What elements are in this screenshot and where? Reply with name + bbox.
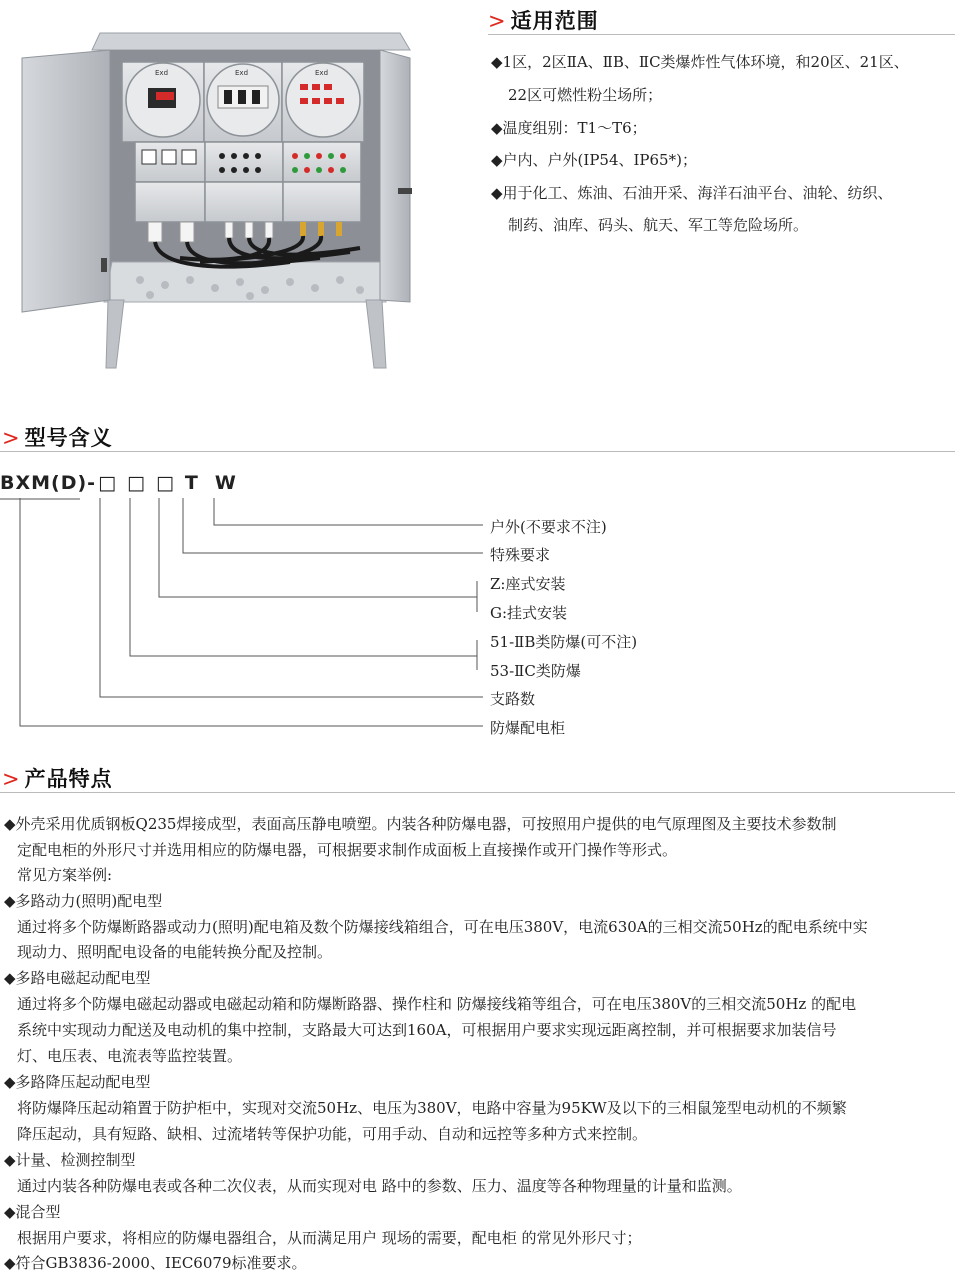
feature-line: 现动力、照明配电设备的电能转换分配及控制。 xyxy=(17,943,333,961)
chevron-right-icon: > xyxy=(488,9,507,33)
scope-line: ◆1区，2区ⅡA、ⅡB、ⅡC类爆炸性气体环境，和20区、21区、 xyxy=(491,53,909,71)
legend-item: 51-ⅡB类防爆(可不注) xyxy=(490,633,638,651)
feature-line: 系统中实现动力配送及电动机的集中控制，支路最大可达到160A，可根据用户要求实现远距离控制，并可根据要求加装信号 xyxy=(17,1021,837,1039)
exd-label: Exd xyxy=(155,69,169,77)
scope-title xyxy=(488,5,599,35)
feature-line: 常见方案举例: xyxy=(17,866,113,884)
divider xyxy=(488,34,955,35)
feature-line: 通过将多个防爆断路器或动力(照明)配电箱及数个防爆接线箱组合，可在电压380V，电流630A的三相交流50Hz的配电系统中实 xyxy=(17,918,868,936)
scope-line: ◆用于化工、炼油、石油开采、海洋石油平台、油轮、纺织、 xyxy=(491,184,893,202)
feature-line: ◆多路降压起动配电型 xyxy=(4,1073,151,1091)
feature-line: 将防爆降压起动箱置于防护柜中，实现对交流50Hz、电压为380V，电路中容量为95KW及以下的三相鼠笼型电动机的不频繁 xyxy=(17,1099,847,1117)
feature-line: 定配电柜的外形尺寸并选用相应的防爆电器，可根据要求制作成面板上直接操作或开门操作等形式。 xyxy=(17,841,678,859)
exd-label: Exd xyxy=(315,69,329,77)
model-code-t: T xyxy=(184,472,199,494)
cabinet-illustration xyxy=(0,0,420,380)
features-title-text: 产品特点 xyxy=(24,767,113,791)
model-code-box: □ xyxy=(98,472,118,494)
scope-line: ◆户内、户外(IP54、IP65*)； xyxy=(491,151,697,169)
feature-line: 灯、电压表、电流表等监控装置。 xyxy=(17,1047,243,1065)
scope-line: 22区可燃性粉尘场所； xyxy=(508,86,663,104)
divider xyxy=(0,792,955,793)
scope-line: ◆温度组别：T1～T6； xyxy=(491,119,647,137)
feature-line: ◆多路电磁起动配电型 xyxy=(4,969,151,987)
feature-line: ◆外壳采用优质钢板Q235焊接成型，表面高压静电喷塑。内装各种防爆电器，可按照用户提供的电气原理图及主要技术参数制 xyxy=(4,815,837,833)
chevron-right-icon: > xyxy=(2,767,21,791)
legend-item: 防爆配电柜 xyxy=(490,719,566,737)
product-photo xyxy=(0,0,420,380)
feature-line: ◆计量、检测控制型 xyxy=(4,1151,136,1169)
legend-item: 户外(不要求不注) xyxy=(490,518,607,536)
features-title xyxy=(2,763,113,793)
feature-line: 根据用户要求，将相应的防爆电器组合，从而满足用户 现场的需要，配电柜 的常见外形尺寸； xyxy=(17,1229,642,1247)
feature-line: 降压起动，具有短路、缺相、过流堵转等保护功能，可用手动、自动和远控等多种方式来控制。 xyxy=(17,1125,648,1143)
model-title-text: 型号含义 xyxy=(24,426,113,450)
feature-line: ◆符合GB3836-2000、IEC6079标准要求。 xyxy=(4,1254,307,1271)
feature-line: ◆多路动力(照明)配电型 xyxy=(4,892,163,910)
model-title xyxy=(2,422,113,452)
legend-item: G:挂式安装 xyxy=(490,604,568,622)
scope-line: 制药、油库、码头、航天、军工等危险场所。 xyxy=(508,216,809,234)
model-connector-lines xyxy=(0,490,500,740)
model-code-box: □ xyxy=(127,472,146,494)
model-code-prefix: BXM(D)- xyxy=(0,472,97,494)
feature-line: ◆混合型 xyxy=(4,1203,61,1221)
legend-item: 53-ⅡC类防爆 xyxy=(490,662,581,680)
legend-item: 特殊要求 xyxy=(490,546,551,564)
exd-label: Exd xyxy=(235,69,249,77)
model-code-w: W xyxy=(214,472,237,494)
feature-line: 通过内装各种防爆电表或各种二次仪表，从而实现对电 路中的参数、压力、温度等各种物理量的计量和监测。 xyxy=(17,1177,742,1195)
model-code-box: □ xyxy=(155,472,175,494)
chevron-right-icon: > xyxy=(2,426,21,450)
feature-line: 通过将多个防爆电磁起动器或电磁起动箱和防爆断路器、操作柱和 防爆接线箱等组合，可在电压380V的三相交流50Hz 的配电 xyxy=(17,995,857,1013)
divider xyxy=(0,451,955,452)
legend-item: 支路数 xyxy=(490,690,536,708)
legend-item: Z:座式安装 xyxy=(490,575,566,593)
scope-title-text: 适用范围 xyxy=(510,9,599,33)
